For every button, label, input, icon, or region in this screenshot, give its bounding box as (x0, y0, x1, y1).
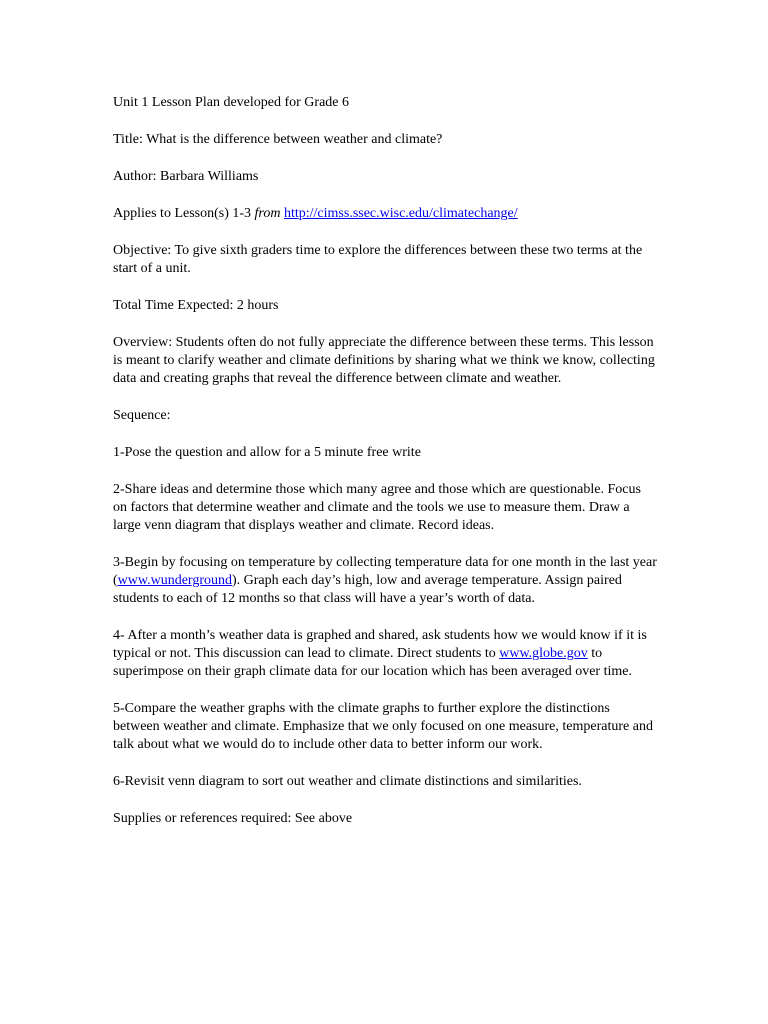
globe-gov-link[interactable]: www.globe.gov (499, 646, 588, 661)
step-3 (113, 554, 658, 608)
step-4 (113, 627, 658, 681)
applies-prefix: Applies to Lesson(s) 1-3 (113, 206, 255, 221)
step-4-text-after: to superimpose on their graph climate data for our location which has been averaged over time. (113, 646, 632, 679)
lesson-header: Unit 1 Lesson Plan developed for Grade 6 (113, 95, 349, 110)
overview: Overview: Students often do not fully appreciate the difference between these terms. This lesson is meant to clarify weather and climate definitions by sharing what we think we know, collecting data and creating graphs that reveal the difference between climate and weather. (113, 335, 655, 386)
wunderground-link[interactable]: www.wunderground (117, 573, 232, 588)
climate-change-link[interactable]: http://cimss.ssec.wisc.edu/climatechange/ (283, 206, 518, 221)
lesson-author: Author: Barbara Williams (113, 169, 259, 184)
step-3-text-before: 3-Begin by focusing on temperature by collecting temperature data for one month in the last year ( (113, 555, 657, 588)
step-6: 6-Revisit venn diagram to sort out weather and climate distinctions and similarities. (113, 774, 582, 789)
step-4-text-before: 4- After a month’s weather data is graphed and shared, ask students how we would know if it is typical or not. This discussion can lead to climate. Direct students to (113, 628, 647, 661)
step-5: 5-Compare the weather graphs with the climate graphs to further explore the distinctions between weather and climate. Emphasize that we only focused on one measure, temperature and talk about what we would do to include other data to better inform our work. (113, 701, 653, 752)
supplies: Supplies or references required: See above (113, 811, 353, 826)
total-time: Total Time Expected: 2 hours (113, 298, 279, 313)
step-3-text-after: ). Graph each day’s high, low and average temperature. Assign paired students to each of 12 months so that class will have a year’s worth of data. (113, 573, 622, 606)
lesson-title: Title: What is the difference between weather and climate? (113, 132, 443, 147)
applies-from: from (254, 206, 281, 221)
document-page (113, 94, 658, 847)
applies-to-lessons (113, 205, 658, 223)
objective: Objective: To give sixth graders time to explore the differences between these two terms at the start of a unit. (113, 243, 643, 276)
sequence-label: Sequence: (113, 408, 171, 423)
step-1: 1-Pose the question and allow for a 5 minute free write (113, 445, 421, 460)
step-2: 2-Share ideas and determine those which many agree and those which are questionable. Focus on factors that determine weather and climate and the tools we use to measure them. Draw a large venn diagram that displays weather and climate. Record ideas. (113, 482, 641, 533)
